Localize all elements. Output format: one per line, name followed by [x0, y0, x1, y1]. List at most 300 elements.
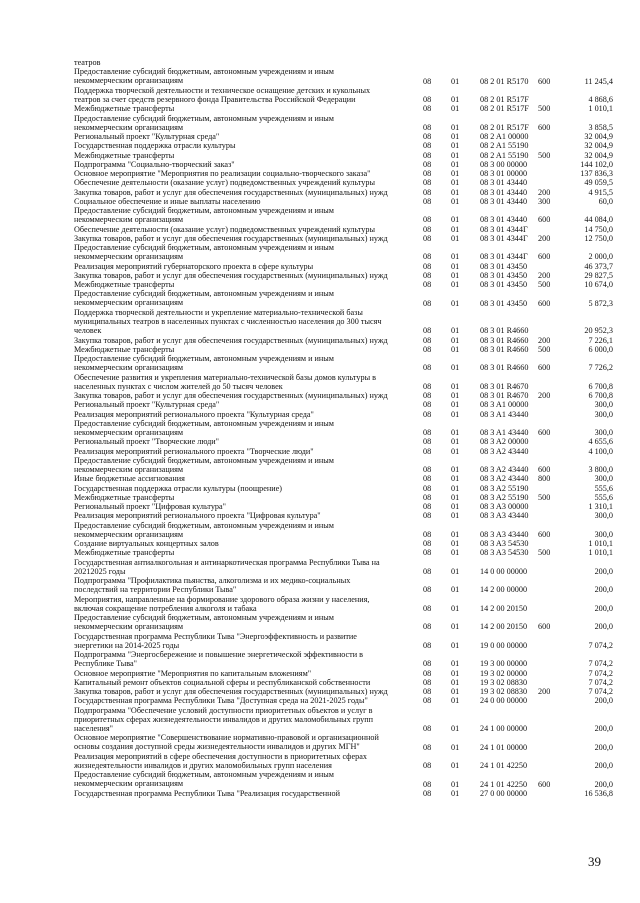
row-target-article: 08 3 A3 54530 — [480, 539, 529, 548]
row-target-article: 14 2 00 20150 — [480, 622, 528, 632]
row-section-code: 08 — [423, 326, 432, 336]
table-row — [0, 188, 640, 197]
row-name-line: Закупка товаров, работ и услуг для обеспечения государственных (муниципальных) нужд — [74, 687, 388, 696]
row-section-code: 08 — [423, 150, 432, 160]
row-section-code: 08 — [423, 344, 432, 354]
row-name-line: Межбюджетные трансферты — [74, 150, 175, 160]
row-section-code: 08 — [423, 788, 432, 798]
row-section-code: 08 — [423, 761, 432, 770]
row-amount: 7 074,2 — [588, 677, 613, 687]
row-name — [74, 419, 414, 437]
row-target-article: 08 2 A1 55190 — [480, 150, 529, 160]
row-name-line: некоммерческим организациям — [74, 122, 184, 132]
row-name — [74, 197, 414, 206]
row-expense-type: 200 — [538, 335, 551, 345]
row-name — [74, 114, 414, 132]
row-amount: 300,0 — [594, 529, 613, 539]
row-name-line: Мероприятия, направленные на формирование здорового образа жизни у населения, — [74, 594, 370, 604]
row-expense-type: 200 — [538, 270, 551, 280]
row-name-line: Обеспечение деятельности (оказание услуг) подведомственных учреждений культуры — [74, 224, 375, 234]
row-target-article: 08 3 01 4344Г — [480, 224, 528, 234]
row-amount: 44 084,0 — [584, 215, 613, 225]
row-section-code: 08 — [423, 502, 432, 511]
row-amount: 300,0 — [594, 474, 613, 484]
row-section-code: 08 — [423, 603, 432, 613]
row-expense-type: 600 — [538, 363, 551, 373]
row-target-article: 08 3 A1 43440 — [480, 428, 529, 437]
row-amount: 7 074,2 — [588, 659, 613, 669]
row-name — [74, 521, 414, 539]
row-name — [74, 178, 414, 187]
row-name — [74, 169, 414, 178]
row-subsection-code: 01 — [451, 391, 460, 400]
row-target-article: 08 3 A2 43440 — [480, 465, 529, 474]
row-subsection-code: 01 — [451, 280, 460, 289]
row-target-article: 08 3 01 R4670 — [480, 381, 529, 391]
row-name-line: Предоставление субсидий бюджетным, автономным учреждениям и иным — [74, 455, 334, 465]
row-section-code: 08 — [423, 391, 432, 400]
table-row — [0, 521, 640, 540]
row-section-code: 08 — [423, 742, 432, 752]
row-name-line: некоммерческим организациям — [74, 529, 184, 539]
row-amount: 200,0 — [594, 603, 613, 613]
table-row — [0, 493, 640, 502]
row-subsection-code: 01 — [451, 668, 460, 678]
row-expense-type: 200 — [538, 233, 551, 243]
row-name-line: Региональный проект "Творческие люди" — [74, 437, 219, 447]
table-row — [0, 132, 640, 141]
row-section-code: 08 — [423, 298, 432, 308]
row-name — [74, 595, 414, 613]
row-section-code: 08 — [423, 622, 432, 632]
row-name-line: театров — [74, 58, 101, 67]
row-subsection-code: 01 — [451, 529, 460, 539]
row-name — [74, 141, 414, 150]
row-subsection-code: 01 — [451, 344, 460, 354]
row-section-code: 08 — [423, 233, 432, 243]
row-subsection-code: 01 — [451, 196, 460, 206]
row-expense-type: 500 — [538, 150, 551, 160]
row-section-code: 08 — [423, 76, 432, 86]
row-name — [74, 410, 414, 419]
row-name-line: Предоставление субсидий бюджетным, автономным учреждениям и иным — [74, 113, 334, 123]
row-subsection-code: 01 — [451, 677, 460, 687]
row-name-line: некоммерческим организациям — [74, 779, 184, 789]
row-name — [74, 160, 414, 169]
table-row — [0, 104, 640, 113]
row-subsection-code: 01 — [451, 122, 460, 132]
row-section-code: 08 — [423, 95, 432, 104]
row-target-article: 08 3 A2 55190 — [480, 492, 529, 502]
row-name-line: Государственная поддержка отрасли культуры (поощрение) — [74, 483, 282, 493]
row-target-article: 14 2 00 20150 — [480, 603, 528, 613]
row-amount: 2 000,0 — [588, 252, 613, 262]
row-name — [74, 132, 414, 141]
table-row — [0, 336, 640, 345]
row-name — [74, 262, 414, 271]
row-name-line: включая сокращение потребления алкоголя и табака — [74, 603, 257, 613]
row-name-line: Государственная программа Республики Тыва "Энергоэффективность и развитие — [74, 631, 357, 641]
row-target-article: 14 2 00 00000 — [480, 585, 528, 595]
row-subsection-code: 01 — [451, 465, 460, 474]
row-name-line: Предоставление субсидий бюджетным, автономным учреждениям и иным — [74, 520, 334, 530]
row-section-code: 08 — [423, 446, 432, 456]
row-target-article: 08 3 A2 00000 — [480, 437, 529, 447]
row-name-line: приоритетных сферах жизнедеятельности инвалидов и других маломобильных групп — [74, 714, 374, 724]
row-subsection-code: 01 — [451, 76, 460, 86]
row-amount: 4 915,5 — [588, 187, 613, 197]
row-name-line: Реализация мероприятий губернаторского проекта в сфере культуры — [74, 261, 314, 271]
row-amount: 3 858,5 — [588, 122, 613, 132]
row-subsection-code: 01 — [451, 298, 460, 308]
row-name-line: Подпрограмма "Социально-творческий заказ" — [74, 159, 235, 169]
table-row — [0, 206, 640, 225]
row-name — [74, 345, 414, 354]
row-name-line: Межбюджетные трансферты — [74, 548, 175, 558]
row-section-code: 08 — [423, 252, 432, 262]
row-amount: 5 872,3 — [588, 298, 613, 308]
row-name — [74, 308, 414, 336]
page-number: 39 — [588, 854, 601, 869]
row-section-code: 08 — [423, 724, 432, 733]
row-target-article: 08 3 01 43440 — [480, 215, 528, 225]
row-subsection-code: 01 — [451, 779, 460, 789]
table-row — [0, 733, 640, 752]
table-row — [0, 225, 640, 234]
row-name — [74, 437, 414, 446]
row-name-line: Предоставление субсидий бюджетным, автономным учреждениям и иным — [74, 289, 334, 299]
row-name — [74, 511, 414, 520]
row-target-article: 08 3 01 43450 — [480, 298, 528, 308]
row-subsection-code: 01 — [451, 696, 460, 706]
row-amount: 29 827,5 — [584, 270, 613, 280]
row-expense-type: 500 — [538, 104, 551, 114]
row-section-code: 08 — [423, 437, 432, 447]
row-name-line: Основное мероприятие "Совершенствование нормативно-правовой и организационной — [74, 733, 379, 743]
row-subsection-code: 01 — [451, 687, 460, 696]
row-name-line: некоммерческим организациям — [74, 464, 184, 474]
row-amount: 137 836,3 — [580, 169, 613, 178]
table-row — [0, 345, 640, 354]
table-row — [0, 687, 640, 696]
row-amount: 200,0 — [594, 585, 613, 595]
row-subsection-code: 01 — [451, 95, 460, 104]
row-name-line: Предоставление субсидий бюджетным, автономным учреждениям и иным — [74, 770, 334, 780]
row-subsection-code: 01 — [451, 659, 460, 669]
row-subsection-code: 01 — [451, 622, 460, 632]
row-target-article: 19 3 02 08830 — [480, 677, 528, 687]
row-amount: 555,6 — [594, 483, 613, 493]
row-subsection-code: 01 — [451, 224, 460, 234]
row-target-article: 08 3 01 4344Г — [480, 252, 528, 262]
row-subsection-code: 01 — [451, 335, 460, 345]
row-section-code: 08 — [423, 492, 432, 502]
row-name-line: некоммерческим организациям — [74, 622, 184, 632]
row-name-line: Обеспечение развития и укрепления материально-технической базы домов культуры в — [74, 372, 376, 382]
row-name — [74, 206, 414, 224]
row-amount: 200,0 — [594, 566, 613, 576]
row-name-line: Закупка товаров, работ и услуг для обеспечения государственных (муниципальных) нужд — [74, 233, 388, 243]
row-expense-type: 300 — [538, 196, 551, 206]
row-target-article: 08 3 A3 54530 — [480, 548, 529, 558]
row-target-article: 19 3 02 00000 — [480, 668, 528, 678]
row-target-article: 08 3 00 00000 — [480, 159, 528, 169]
table-row — [0, 67, 640, 86]
row-name-line: Государственная программа Республики Тыва "Реализация государственной — [74, 788, 340, 798]
table-row — [0, 243, 640, 262]
row-name-line: Социальное обеспечение и иные выплаты населению — [74, 196, 261, 206]
row-name — [74, 391, 414, 400]
row-section-code: 08 — [423, 585, 432, 595]
table-row — [0, 400, 640, 409]
row-name-line: некоммерческим организациям — [74, 363, 184, 373]
row-expense-type: 200 — [538, 687, 551, 696]
row-target-article: 24 1 00 00000 — [480, 724, 528, 733]
row-target-article: 08 2 A1 00000 — [480, 132, 529, 141]
row-section-code: 08 — [423, 400, 432, 410]
row-subsection-code: 01 — [451, 141, 460, 151]
row-subsection-code: 01 — [451, 326, 460, 336]
row-target-article: 14 0 00 00000 — [480, 566, 528, 576]
row-name-line: Межбюджетные трансферты — [74, 492, 175, 502]
row-expense-type: 600 — [538, 76, 551, 86]
row-target-article: 08 3 A3 43440 — [480, 511, 529, 521]
row-name — [74, 706, 414, 734]
row-amount: 46 373,7 — [584, 261, 613, 271]
row-amount: 1 010,1 — [588, 548, 613, 558]
row-section-code: 08 — [423, 178, 432, 188]
row-name — [74, 474, 414, 483]
row-target-article: 19 0 00 00000 — [480, 640, 528, 650]
row-section-code: 08 — [423, 280, 432, 289]
row-amount: 7 074,2 — [588, 687, 613, 696]
table-row — [0, 548, 640, 557]
row-name-line: некоммерческим организациям — [74, 298, 184, 308]
table-row — [0, 114, 640, 133]
row-target-article: 08 3 A2 55190 — [480, 483, 529, 493]
row-amount: 32 004,9 — [584, 141, 613, 151]
table-row — [0, 308, 640, 336]
row-section-code: 08 — [423, 215, 432, 225]
row-subsection-code: 01 — [451, 640, 460, 650]
row-target-article: 08 3 A1 00000 — [480, 400, 529, 410]
row-subsection-code: 01 — [451, 169, 460, 178]
row-amount: 300,0 — [594, 428, 613, 437]
table-row — [0, 141, 640, 150]
row-target-article: 08 2 01 R517F — [480, 104, 529, 114]
table-row — [0, 770, 640, 789]
row-amount: 60,0 — [598, 196, 613, 206]
row-section-code: 08 — [423, 409, 432, 419]
row-expense-type: 200 — [538, 187, 551, 197]
row-target-article: 08 3 A3 00000 — [480, 502, 529, 511]
row-name-line: некоммерческим организациям — [74, 252, 184, 262]
row-subsection-code: 01 — [451, 159, 460, 169]
row-section-code: 08 — [423, 511, 432, 521]
row-target-article: 08 3 01 R4660 — [480, 363, 529, 373]
row-subsection-code: 01 — [451, 761, 460, 770]
row-name-line: Поддержка творческой деятельности и укрепление материально-технической базы — [74, 307, 363, 317]
row-amount: 6 700,8 — [588, 391, 613, 400]
row-name — [74, 354, 414, 372]
row-name-line: Региональный проект "Культурная среда" — [74, 132, 220, 141]
row-section-code: 08 — [423, 159, 432, 169]
row-name-line: Иные бюджетные ассигнования — [74, 474, 185, 484]
row-name-line: Основное мероприятие "Мероприятия по реализации социально-творческого заказа" — [74, 169, 371, 178]
row-name — [74, 752, 414, 770]
row-name-line: Региональный проект "Цифровая культура" — [74, 502, 226, 511]
row-amount: 3 800,0 — [588, 465, 613, 474]
row-name-line: Региональный проект "Культурная среда" — [74, 400, 220, 410]
row-name-line: некоммерческим организациям — [74, 76, 184, 86]
row-section-code: 08 — [423, 566, 432, 576]
row-name-line: Обеспечение деятельности (оказание услуг) подведомственных учреждений культуры — [74, 178, 375, 188]
row-name — [74, 188, 414, 197]
row-amount: 11 245,4 — [584, 76, 613, 86]
table-row — [0, 160, 640, 169]
row-name — [74, 243, 414, 261]
row-target-article: 19 3 00 00000 — [480, 659, 528, 669]
row-section-code: 08 — [423, 465, 432, 474]
table-row — [0, 373, 640, 392]
row-subsection-code: 01 — [451, 363, 460, 373]
table-row — [0, 178, 640, 187]
table-row — [0, 280, 640, 289]
row-target-article: 08 3 01 4344Г — [480, 233, 528, 243]
row-name-line: Межбюджетные трансферты — [74, 104, 175, 114]
row-subsection-code: 01 — [451, 150, 460, 160]
row-subsection-code: 01 — [451, 483, 460, 493]
row-target-article: 08 3 01 R4660 — [480, 326, 529, 336]
row-subsection-code: 01 — [451, 603, 460, 613]
row-name — [74, 558, 414, 576]
row-name-line: Государственная антиалкогольная и антинаркотическая программа Республики Тыва на — [74, 557, 380, 567]
table-row — [0, 271, 640, 280]
table-row — [0, 410, 640, 419]
row-name-line: Закупка товаров, работ и услуг для обеспечения государственных (муниципальных) нужд — [74, 270, 388, 280]
row-section-code: 08 — [423, 779, 432, 789]
table-row — [0, 289, 640, 308]
row-section-code: 08 — [423, 141, 432, 151]
row-name — [74, 576, 414, 594]
row-subsection-code: 01 — [451, 215, 460, 225]
row-section-code: 08 — [423, 640, 432, 650]
row-subsection-code: 01 — [451, 409, 460, 419]
row-amount: 200,0 — [594, 761, 613, 770]
row-target-article: 19 3 02 08830 — [480, 687, 528, 696]
row-name-line: Предоставление субсидий бюджетным, автономным учреждениям и иным — [74, 243, 334, 252]
row-section-code: 08 — [423, 687, 432, 696]
row-subsection-code: 01 — [451, 742, 460, 752]
row-subsection-code: 01 — [451, 187, 460, 197]
row-amount: 1 310,1 — [588, 502, 613, 511]
row-name-line: Предоставление субсидий бюджетным, автономным учреждениям и иным — [74, 67, 334, 77]
row-amount: 200,0 — [594, 724, 613, 733]
row-subsection-code: 01 — [451, 446, 460, 456]
table-row — [0, 576, 640, 595]
table-row — [0, 437, 640, 446]
row-subsection-code: 01 — [451, 788, 460, 798]
row-name — [74, 493, 414, 502]
row-name-line: муниципальных театров в населенных пунктах с численностью населения до 300 тысяч — [74, 316, 382, 326]
row-amount: 144 102,0 — [580, 159, 613, 169]
row-name — [74, 539, 414, 548]
row-subsection-code: 01 — [451, 566, 460, 576]
row-name-line: Межбюджетные трансферты — [74, 280, 175, 289]
table-row — [0, 696, 640, 705]
row-name-line: Предоставление субсидий бюджетным, автономным учреждениям и иным — [74, 418, 334, 428]
row-target-article: 08 3 01 43450 — [480, 261, 528, 271]
row-name — [74, 58, 414, 67]
row-name-line: населения" — [74, 723, 113, 733]
row-name-line: Реализация мероприятий регионального проекта "Культурная среда" — [74, 409, 314, 419]
row-subsection-code: 01 — [451, 104, 460, 114]
row-subsection-code: 01 — [451, 252, 460, 262]
row-section-code: 08 — [423, 363, 432, 373]
row-section-code: 08 — [423, 696, 432, 706]
row-name — [74, 234, 414, 243]
table-row — [0, 86, 640, 105]
row-target-article: 08 3 01 R4660 — [480, 335, 529, 345]
table-row — [0, 447, 640, 456]
row-name — [74, 484, 414, 493]
row-amount: 7 726,2 — [588, 363, 613, 373]
row-amount: 6 000,0 — [588, 344, 613, 354]
row-name-line: некоммерческим организациям — [74, 427, 184, 437]
row-amount: 7 226,1 — [588, 335, 613, 345]
row-expense-type: 200 — [538, 391, 551, 400]
row-subsection-code: 01 — [451, 548, 460, 558]
table-row — [0, 752, 640, 771]
table-row — [0, 502, 640, 511]
row-name-line: Подпрограмма "Профилактика пьянства, алкоголизма и их медико-социальных — [74, 576, 351, 585]
row-name — [74, 687, 414, 696]
row-target-article: 08 3 A3 43440 — [480, 529, 529, 539]
row-name-line: Подпрограмма "Обеспечение условий доступности приоритетных объектов и услуг в — [74, 705, 373, 715]
row-expense-type: 600 — [538, 779, 551, 789]
row-name-line: Создание виртуальных концертных залов — [74, 539, 219, 548]
row-section-code: 08 — [423, 224, 432, 234]
row-name-line: Реализация мероприятий регионального проекта "Творческие люди" — [74, 446, 314, 456]
row-amount: 10 674,0 — [584, 280, 613, 289]
table-row — [0, 678, 640, 687]
table-row — [0, 650, 640, 669]
row-name-line: 20212025 годы — [74, 566, 126, 576]
row-section-code: 08 — [423, 169, 432, 178]
row-name — [74, 548, 414, 557]
row-name-line: Предоставление субсидий бюджетным, автономным учреждениям и иным — [74, 613, 334, 622]
row-subsection-code: 01 — [451, 178, 460, 188]
row-name — [74, 289, 414, 307]
row-amount: 300,0 — [594, 511, 613, 521]
row-section-code: 08 — [423, 677, 432, 687]
row-target-article: 08 3 A1 43440 — [480, 409, 529, 419]
row-expense-type: 500 — [538, 492, 551, 502]
table-row — [0, 419, 640, 438]
row-target-article: 08 3 A2 43440 — [480, 446, 529, 456]
row-target-article: 08 3 01 43440 — [480, 187, 528, 197]
row-target-article: 08 3 01 R4660 — [480, 344, 529, 354]
table-row — [0, 595, 640, 614]
row-name — [74, 789, 414, 798]
table-row — [0, 669, 640, 678]
table-row — [0, 558, 640, 577]
row-name — [74, 447, 414, 456]
row-section-code: 08 — [423, 539, 432, 548]
row-name-line: Республике Тыва" — [74, 659, 137, 669]
row-name-line: Закупка товаров, работ и услуг для обеспечения государственных (муниципальных) нужд — [74, 335, 388, 345]
row-expense-type: 500 — [538, 280, 551, 289]
